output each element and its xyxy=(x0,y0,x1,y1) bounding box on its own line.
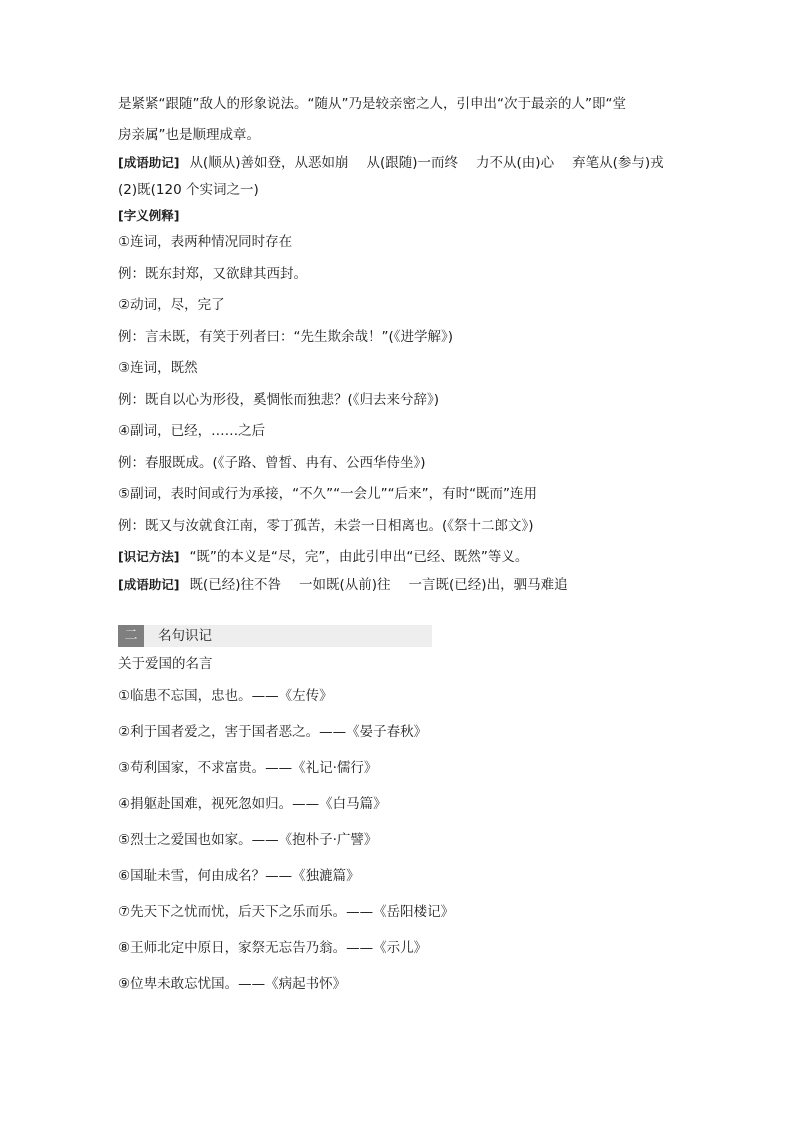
word-heading: (2)既(120 个实词之一) xyxy=(118,182,259,198)
idiom: 力不从(由)心 xyxy=(476,155,555,171)
quote-line: ⑤烈士之爱国也如家。——《抱朴子·广譬》 xyxy=(118,832,378,848)
idiom: 一如既(从前)往 xyxy=(298,577,391,593)
sense-line: ⑤副词，表时间或行为承接，“不久”“一会儿”“后来”，有时“既而”连用 xyxy=(118,486,538,502)
example-line: 例：既自以心为形役，奚惆怅而独悲？(《归去来兮辞》) xyxy=(118,392,440,408)
paragraph-line: 是紧紧“跟随”敌人的形象说法。“随从”乃是较亲密之人，引申出“次于最亲的人”即“堂 xyxy=(118,96,626,112)
quote-line: ⑥国耻未雪，何由成名？——《独漉篇》 xyxy=(118,868,360,884)
quote-line: ⑦先天下之忧而忧，后天下之乐而乐。——《岳阳楼记》 xyxy=(118,904,455,920)
sense-line: ①连词，表两种情况同时存在 xyxy=(118,234,293,250)
sense-line: ④副词，已经，……之后 xyxy=(118,423,266,439)
idiom: 弃笔从(参与)戎 xyxy=(572,155,664,171)
example-line: 例：春服既成。(《子路、曾皙、冉有、公西华侍坐》) xyxy=(118,455,426,471)
quote-line: ③苟利国家，不求富贵。——《礼记·儒行》 xyxy=(118,760,378,776)
quote-line: ①临患不忘国，忠也。——《左传》 xyxy=(118,688,333,704)
memory-text: “既”的本义是“尽，完”，由此引申出“已经、既然”等义。 xyxy=(189,549,529,565)
idiom-tag: [成语助记] xyxy=(118,577,180,592)
section-subtitle: 关于爱国的名言 xyxy=(118,656,213,672)
idiom: 一言既(已经)出，驷马难追 xyxy=(408,577,568,593)
memory-tag: [识记方法] xyxy=(118,549,180,564)
idiom-memory-line xyxy=(118,154,664,172)
examples-tag: [字义例释] xyxy=(118,208,180,223)
section-title: 名句识记 xyxy=(158,628,212,644)
paragraph-line: 房亲属”也是顺理成章。 xyxy=(118,127,260,143)
sense-line: ③连词，既然 xyxy=(118,360,198,376)
idiom: 从(跟随)一而终 xyxy=(366,155,459,171)
idiom: 从(顺从)善如登，从恶如崩 xyxy=(189,155,349,171)
memory-method-line xyxy=(118,548,528,566)
quote-line: ②利于国者爱之，害于国者恶之。——《晏子春秋》 xyxy=(118,724,428,740)
example-line: 例：既又与汝就食江南，零丁孤苦，未尝一日相离也。(《祭十二郎文》) xyxy=(118,518,534,534)
idiom: 既(已经)往不咎 xyxy=(189,577,281,593)
section-header xyxy=(118,625,432,647)
section-number: 二 xyxy=(118,625,144,647)
idiom-memory-line xyxy=(118,576,568,594)
idiom-tag: [成语助记] xyxy=(118,155,180,170)
example-line: 例：言未既，有笑于列者曰：“先生欺余哉！”(《进学解》) xyxy=(118,329,454,345)
quote-line: ⑧王师北定中原日，家祭无忘告乃翁。——《示儿》 xyxy=(118,940,428,956)
sense-line: ②动词，尽，完了 xyxy=(118,297,225,313)
example-line: 例：既东封郑，又欲肆其西封。 xyxy=(118,266,307,282)
quote-line: ⑨位卑未敢忘忧国。——《病起书怀》 xyxy=(118,976,347,992)
quote-line: ④捐躯赴国难，视死忽如归。——《白马篇》 xyxy=(118,796,387,812)
